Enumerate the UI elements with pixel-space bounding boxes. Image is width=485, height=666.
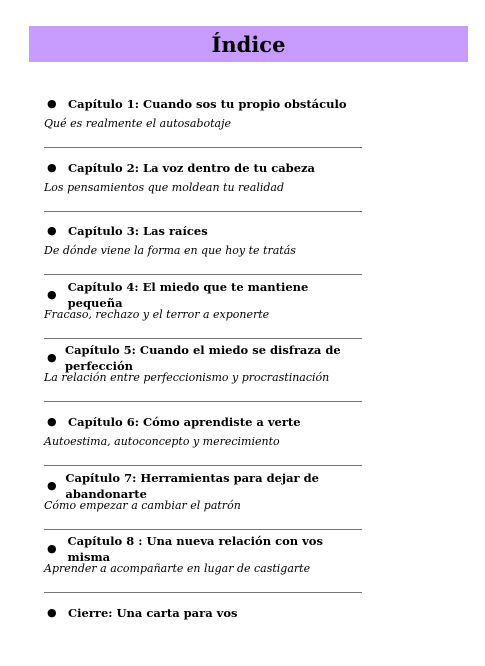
table-of-contents xyxy=(44,94,362,666)
bullet-icon: ● xyxy=(47,160,57,174)
bullet-icon: ● xyxy=(47,224,57,238)
divider xyxy=(44,338,362,339)
toc-entry[interactable] xyxy=(44,158,362,222)
divider xyxy=(44,592,362,593)
bullet-icon: ● xyxy=(47,414,57,428)
divider xyxy=(44,465,362,466)
entry-subtitle: Cómo empezar a cambiar el patrón xyxy=(44,498,241,512)
entry-subtitle: Aprender a acompañarte en lugar de castigarte xyxy=(44,562,311,576)
toc-entry[interactable] xyxy=(44,603,362,666)
entry-heading: Capítulo 5: Cuando el miedo se disfraza de perfección xyxy=(64,343,341,374)
entry-heading: Cierre: Una carta para vos xyxy=(68,605,238,620)
entry-heading: Capítulo 2: La voz dentro de tu cabeza xyxy=(68,160,316,175)
title-banner xyxy=(29,26,468,62)
entry-subtitle: La relación entre perfeccionismo y procrastinación xyxy=(44,371,330,385)
entry-subtitle: Los pensamientos que moldean tu realidad xyxy=(44,180,285,194)
toc-entry[interactable] xyxy=(44,534,362,603)
toc-entry[interactable] xyxy=(44,470,362,540)
toc-entry[interactable] xyxy=(44,94,362,158)
divider xyxy=(44,211,362,212)
bullet-icon: ● xyxy=(47,351,57,365)
divider xyxy=(44,529,362,530)
bullet-icon: ● xyxy=(47,605,57,619)
bullet-icon: ● xyxy=(47,478,57,492)
entry-heading: Capítulo 8 : Una nueva relación con vos misma xyxy=(67,534,323,565)
entry-heading: Capítulo 3: Las raíces xyxy=(68,224,208,239)
page-title: Índice xyxy=(211,31,286,57)
toc-entry[interactable] xyxy=(44,221,362,285)
entry-heading: Capítulo 7: Herramientas para dejar de abandonarte xyxy=(65,470,319,501)
bullet-icon: ● xyxy=(47,97,57,110)
entry-heading: Capítulo 1: Cuando sos tu propio obstáculo xyxy=(68,97,347,111)
divider xyxy=(44,147,362,148)
entry-subtitle: Autoestima, autoconcepto y merecimiento xyxy=(44,434,280,448)
toc-entry[interactable] xyxy=(44,279,362,349)
entry-heading: Capítulo 6: Cómo aprendiste a verte xyxy=(68,414,301,429)
entry-heading: Capítulo 4: El miedo que te mantiene pequeña xyxy=(67,279,309,310)
entry-subtitle: De dónde viene la forma en que hoy te tratás xyxy=(44,244,296,258)
divider xyxy=(44,274,362,275)
bullet-icon: ● xyxy=(47,542,57,556)
toc-entry[interactable] xyxy=(44,343,362,412)
entry-subtitle: Fracaso, rechazo y el terror a exponerte xyxy=(44,307,270,321)
bullet-icon: ● xyxy=(47,287,57,301)
divider xyxy=(44,401,362,402)
entry-subtitle: Qué es realmente el autosabotaje xyxy=(44,117,232,130)
toc-entry[interactable] xyxy=(44,412,362,476)
